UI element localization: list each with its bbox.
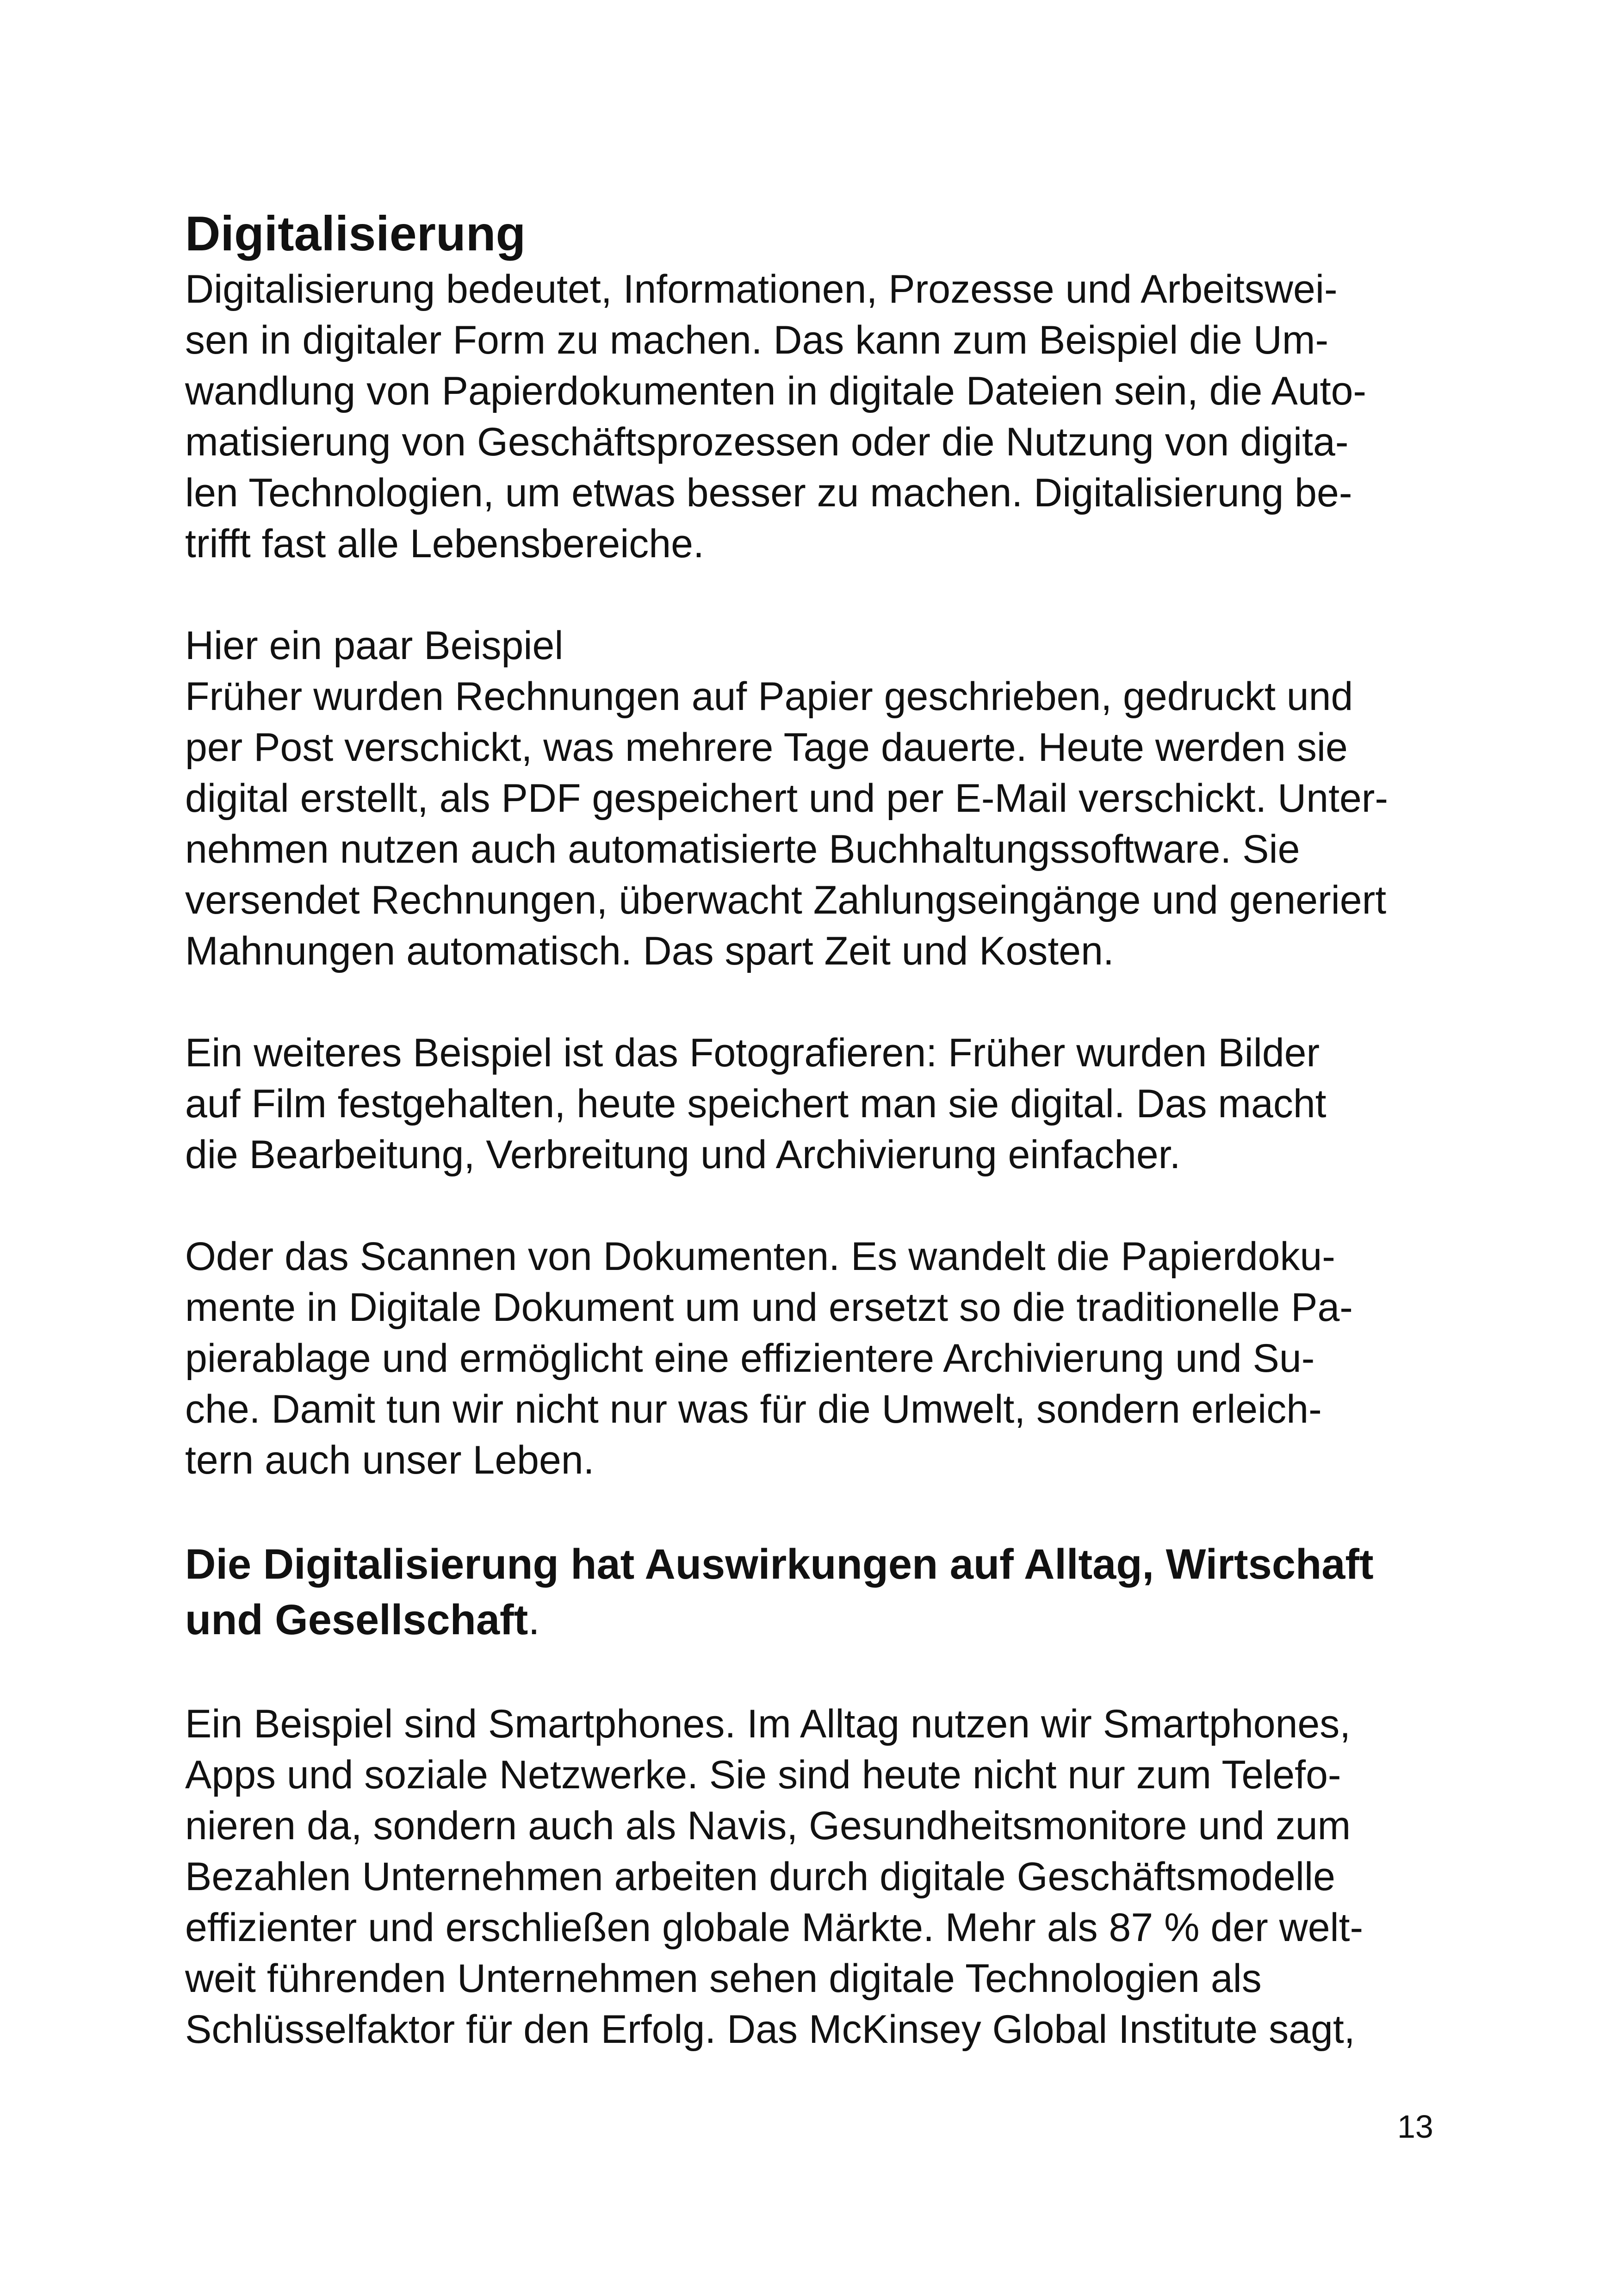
document-page [185, 204, 1444, 2055]
text-line: Hier ein paar Beispiel [185, 623, 564, 668]
page-number: 13 [1397, 2109, 1433, 2145]
text-line: per Post verschickt, was mehrere Tage dauerte. Heute werden sie [185, 725, 1348, 770]
paragraph-smartphone-example [185, 1699, 1444, 2055]
text-line: pierablage und ermöglicht eine effizientere Archivierung und Su- [185, 1336, 1315, 1381]
paragraph-spacer [185, 1648, 1444, 1699]
paragraph-scan-example [185, 1231, 1444, 1486]
text-line: mente in Digitale Dokument um und ersetzt so die traditionelle Pa- [185, 1285, 1353, 1330]
text-line: wandlung von Papierdokumenten in digitale Dateien sein, die Auto- [185, 369, 1367, 413]
text-line: trifft fast alle Lebensbereiche. [185, 522, 704, 566]
page-title: Digitalisierung [185, 206, 526, 261]
text-line: digital erstellt, als PDF gespeichert und per E-Mail verschickt. Unter- [185, 776, 1389, 821]
text-line: weit führenden Unternehmen sehen digitale Technologien als [185, 1956, 1262, 2001]
text-line: die Bearbeitung, Verbreitung und Archivierung einfacher. [185, 1132, 1181, 1177]
paragraph-invoice-example [185, 620, 1444, 977]
text-line: Apps und soziale Netzwerke. Sie sind heute nicht nur zum Telefo- [185, 1753, 1341, 1797]
text-line: Schlüsselfaktor für den Erfolg. Das McKinsey Global Institute sagt, [185, 2007, 1355, 2052]
text-line: Ein Beispiel sind Smartphones. Im Alltag nutzen wir Smartphones, [185, 1702, 1351, 1746]
section-subheading [185, 1537, 1444, 1648]
paragraph-spacer [185, 977, 1444, 1027]
text-line: che. Damit tun wir nicht nur was für die Umwelt, sondern erleich- [185, 1387, 1322, 1431]
subheading-line: Die Digitalisierung hat Auswirkungen auf Alltag, Wirtschaft [185, 1541, 1374, 1588]
text-line: Oder das Scannen von Dokumenten. Es wandelt die Papierdoku- [185, 1234, 1335, 1279]
text-line: nehmen nutzen auch automatisierte Buchhaltungssoftware. Sie [185, 827, 1300, 871]
text-line: sen in digitaler Form zu machen. Das kann zum Beispiel die Um- [185, 318, 1329, 362]
text-line: Früher wurden Rechnungen auf Papier geschrieben, gedruckt und [185, 674, 1353, 719]
text-line: nieren da, sondern auch als Navis, Gesundheitsmonitore und zum [185, 1804, 1351, 1848]
paragraph-definition [185, 264, 1444, 569]
text-line: Digitalisierung bedeutet, Informationen, Prozesse und Arbeitswei- [185, 267, 1338, 311]
paragraph-spacer [185, 1180, 1444, 1231]
text-line: Ein weiteres Beispiel ist das Fotografieren: Früher wurden Bilder [185, 1031, 1320, 1075]
text-line: Mahnungen automatisch. Das spart Zeit und Kosten. [185, 929, 1114, 973]
text-line: Bezahlen Unternehmen arbeiten durch digitale Geschäftsmodelle [185, 1854, 1335, 1899]
text-line: auf Film festgehalten, heute speichert man sie digital. Das macht [185, 1082, 1327, 1126]
paragraph-photo-example [185, 1027, 1444, 1180]
subheading-line [185, 1592, 1444, 1648]
text-line: tern auch unser Leben. [185, 1438, 595, 1482]
paragraph-spacer [185, 1486, 1444, 1537]
subheading-punctuation: . [528, 1596, 540, 1643]
text-line: matisierung von Geschäftsprozessen oder die Nutzung von digita- [185, 420, 1349, 464]
text-line: versendet Rechnungen, überwacht Zahlungseingänge und generiert [185, 878, 1387, 922]
text-line: len Technologien, um etwas besser zu machen. Digitalisierung be- [185, 471, 1352, 515]
paragraph-spacer [185, 569, 1444, 620]
subheading-text: und Gesellschaft [185, 1596, 528, 1643]
text-line: effizienter und erschließen globale Märkte. Mehr als 87 % der welt- [185, 1905, 1364, 1950]
